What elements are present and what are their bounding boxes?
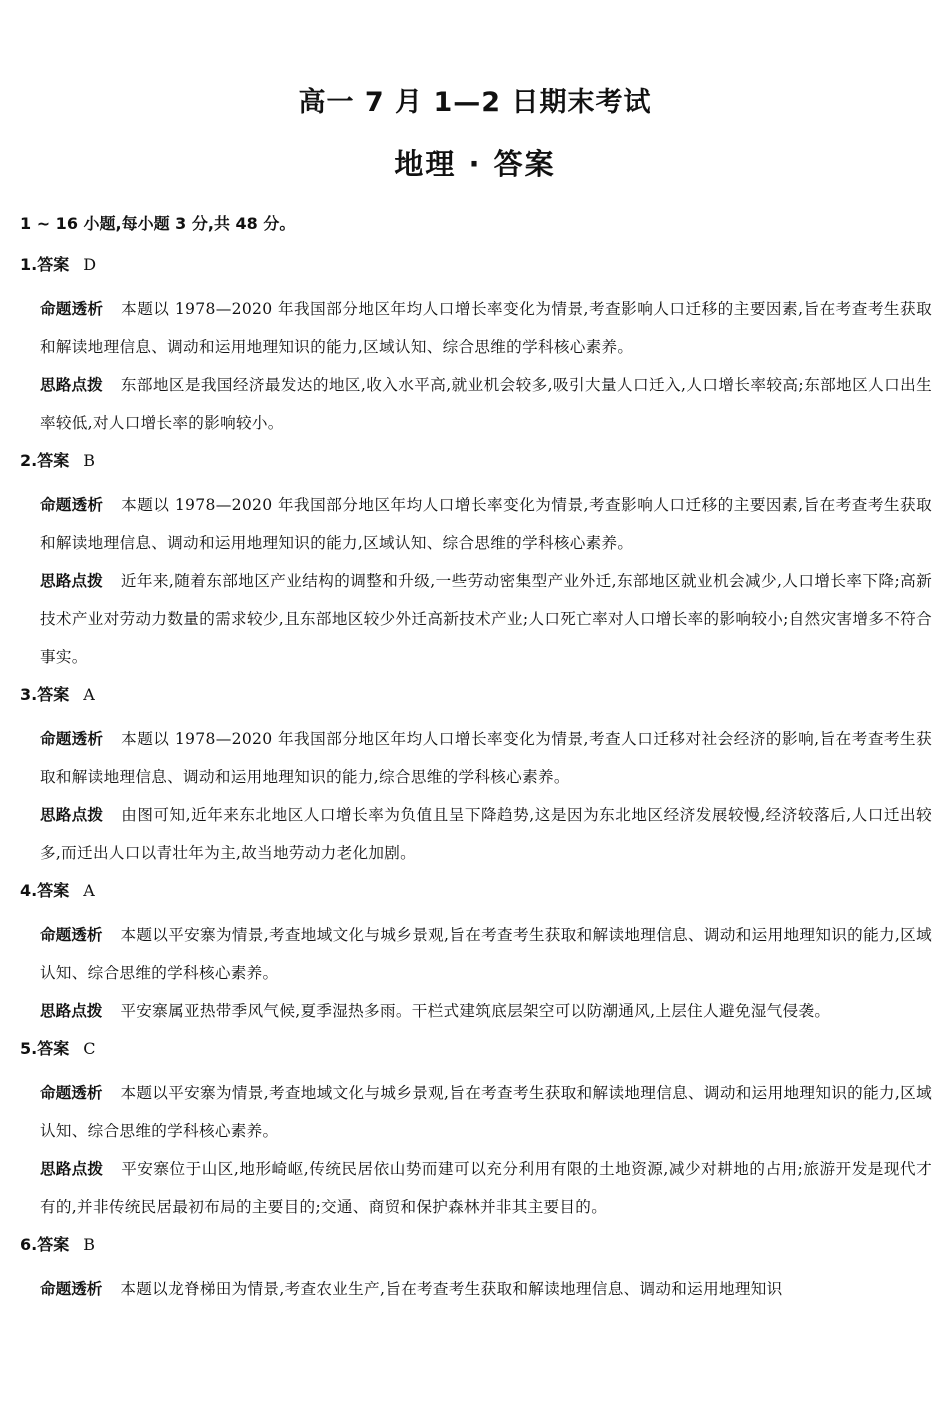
thinking-text: 由图可知,近年来东北地区人口增长率为负值且呈下降趋势,这是因为东北地区经济发展较慢,经济较落后,人口迁出较多,而迁出人口以青壮年为主,故当地劳动力老化加剧。 — [40, 806, 932, 862]
analysis-paragraph — [40, 916, 932, 992]
question-number: 6. — [20, 1235, 38, 1254]
answer-line — [20, 252, 932, 278]
question-number: 4. — [20, 881, 38, 900]
thinking-label: 思路点拨 — [40, 1002, 103, 1020]
analysis-label: 命题透析 — [40, 926, 103, 944]
answer-line — [20, 1232, 932, 1258]
analysis-paragraph — [40, 290, 932, 366]
page-subtitle: 地理 · 答案 — [394, 147, 556, 181]
question-number: 2. — [20, 451, 38, 470]
answer-line — [20, 1036, 932, 1062]
answer-letter: B — [83, 1235, 95, 1254]
thinking-label: 思路点拨 — [40, 806, 104, 824]
analysis-text: 本题以平安寨为情景,考查地域文化与城乡景观,旨在考查考生获取和解读地理信息、调动和运用地理知识的能力,区域认知、综合思维的学科核心素养。 — [40, 926, 932, 982]
answer-letter: A — [83, 881, 95, 900]
question-1 — [20, 252, 932, 442]
question-3 — [20, 682, 932, 872]
thinking-paragraph — [40, 562, 932, 676]
thinking-paragraph — [40, 796, 932, 872]
analysis-text: 本题以 1978—2020 年我国部分地区年均人口增长率变化为情景,考查人口迁移对社会经济的影响,旨在考查考生获取和解读地理信息、调动和运用地理知识的能力,综合思维的学科核心素养。 — [40, 730, 932, 786]
thinking-label: 思路点拨 — [40, 376, 103, 394]
analysis-text: 本题以平安寨为情景,考查地域文化与城乡景观,旨在考查考生获取和解读地理信息、调动和运用地理知识的能力,区域认知、综合思维的学科核心素养。 — [40, 1084, 932, 1140]
analysis-text: 本题以 1978—2020 年我国部分地区年均人口增长率变化为情景,考查影响人口迁移的主要因素,旨在考查考生获取和解读地理信息、调动和运用地理知识的能力,区域认知、综合思维的学科核心素养。 — [40, 300, 932, 356]
analysis-label: 命题透析 — [40, 1280, 103, 1298]
analysis-text: 本题以 1978—2020 年我国部分地区年均人口增长率变化为情景,考查影响人口迁移的主要因素,旨在考查考生获取和解读地理信息、调动和运用地理知识的能力,区域认知、综合思维的学科核心素养。 — [40, 496, 932, 552]
analysis-paragraph — [40, 1270, 932, 1308]
analysis-paragraph — [40, 486, 932, 562]
thinking-paragraph — [40, 1150, 932, 1226]
answer-label: 答案 — [37, 451, 70, 470]
thinking-paragraph — [40, 366, 932, 442]
answer-label: 答案 — [37, 1235, 70, 1254]
answer-label: 答案 — [37, 685, 70, 704]
answer-letter: B — [83, 451, 95, 470]
answer-label: 答案 — [37, 881, 70, 900]
answer-line — [20, 682, 932, 708]
thinking-label: 思路点拨 — [40, 1160, 104, 1178]
analysis-paragraph — [40, 720, 932, 796]
answer-letter: A — [83, 685, 95, 704]
analysis-text: 本题以龙脊梯田为情景,考查农业生产,旨在考查考生获取和解读地理信息、调动和运用地理知识 — [120, 1280, 783, 1298]
thinking-text: 平安寨位于山区,地形崎岖,传统民居依山势而建可以充分利用有限的土地资源,减少对耕地的占用;旅游开发是现代才有的,并非传统民居最初布局的主要目的;交通、商贸和保护森林并非其主要目的。 — [40, 1160, 932, 1216]
analysis-label: 命题透析 — [40, 300, 104, 318]
answer-label: 答案 — [37, 255, 70, 274]
answer-letter: D — [83, 255, 97, 274]
thinking-text: 平安寨属亚热带季风气候,夏季湿热多雨。干栏式建筑底层架空可以防潮通风,上层住人避免湿气侵袭。 — [120, 1002, 831, 1020]
answer-line — [20, 878, 932, 904]
answer-letter: C — [83, 1039, 96, 1058]
answer-line — [20, 448, 932, 474]
thinking-paragraph — [40, 992, 932, 1030]
analysis-label: 命题透析 — [40, 496, 104, 514]
question-6 — [20, 1232, 932, 1308]
thinking-text: 近年来,随着东部地区产业结构的调整和升级,一些劳动密集型产业外迁,东部地区就业机会减少,人口增长率下降;高新技术产业对劳动力数量的需求较少,且东部地区较少外迁高新技术产业;人口死亡率对人口增长率的影响较小;自然灾害增多不符合事实。 — [40, 572, 932, 666]
thinking-text: 东部地区是我国经济最发达的地区,收入水平高,就业机会较多,吸引大量人口迁入,人口增长率较高;东部地区人口出生率较低,对人口增长率的影响较小。 — [40, 376, 932, 432]
answer-label: 答案 — [37, 1039, 70, 1058]
analysis-label: 命题透析 — [40, 1084, 103, 1102]
analysis-paragraph — [40, 1074, 932, 1150]
thinking-label: 思路点拨 — [40, 572, 103, 590]
question-2 — [20, 448, 932, 676]
page-title: 高一 7 月 1—2 日期末考试 — [298, 87, 652, 118]
question-4 — [20, 878, 932, 1030]
intro-line: 1 ~ 16 小题,每小题 3 分,共 48 分。 — [20, 214, 296, 233]
question-5 — [20, 1036, 932, 1226]
question-number: 5. — [20, 1039, 38, 1058]
question-number: 3. — [20, 685, 38, 704]
question-number: 1. — [20, 255, 38, 274]
answer-content — [20, 210, 932, 1310]
analysis-label: 命题透析 — [40, 730, 104, 748]
